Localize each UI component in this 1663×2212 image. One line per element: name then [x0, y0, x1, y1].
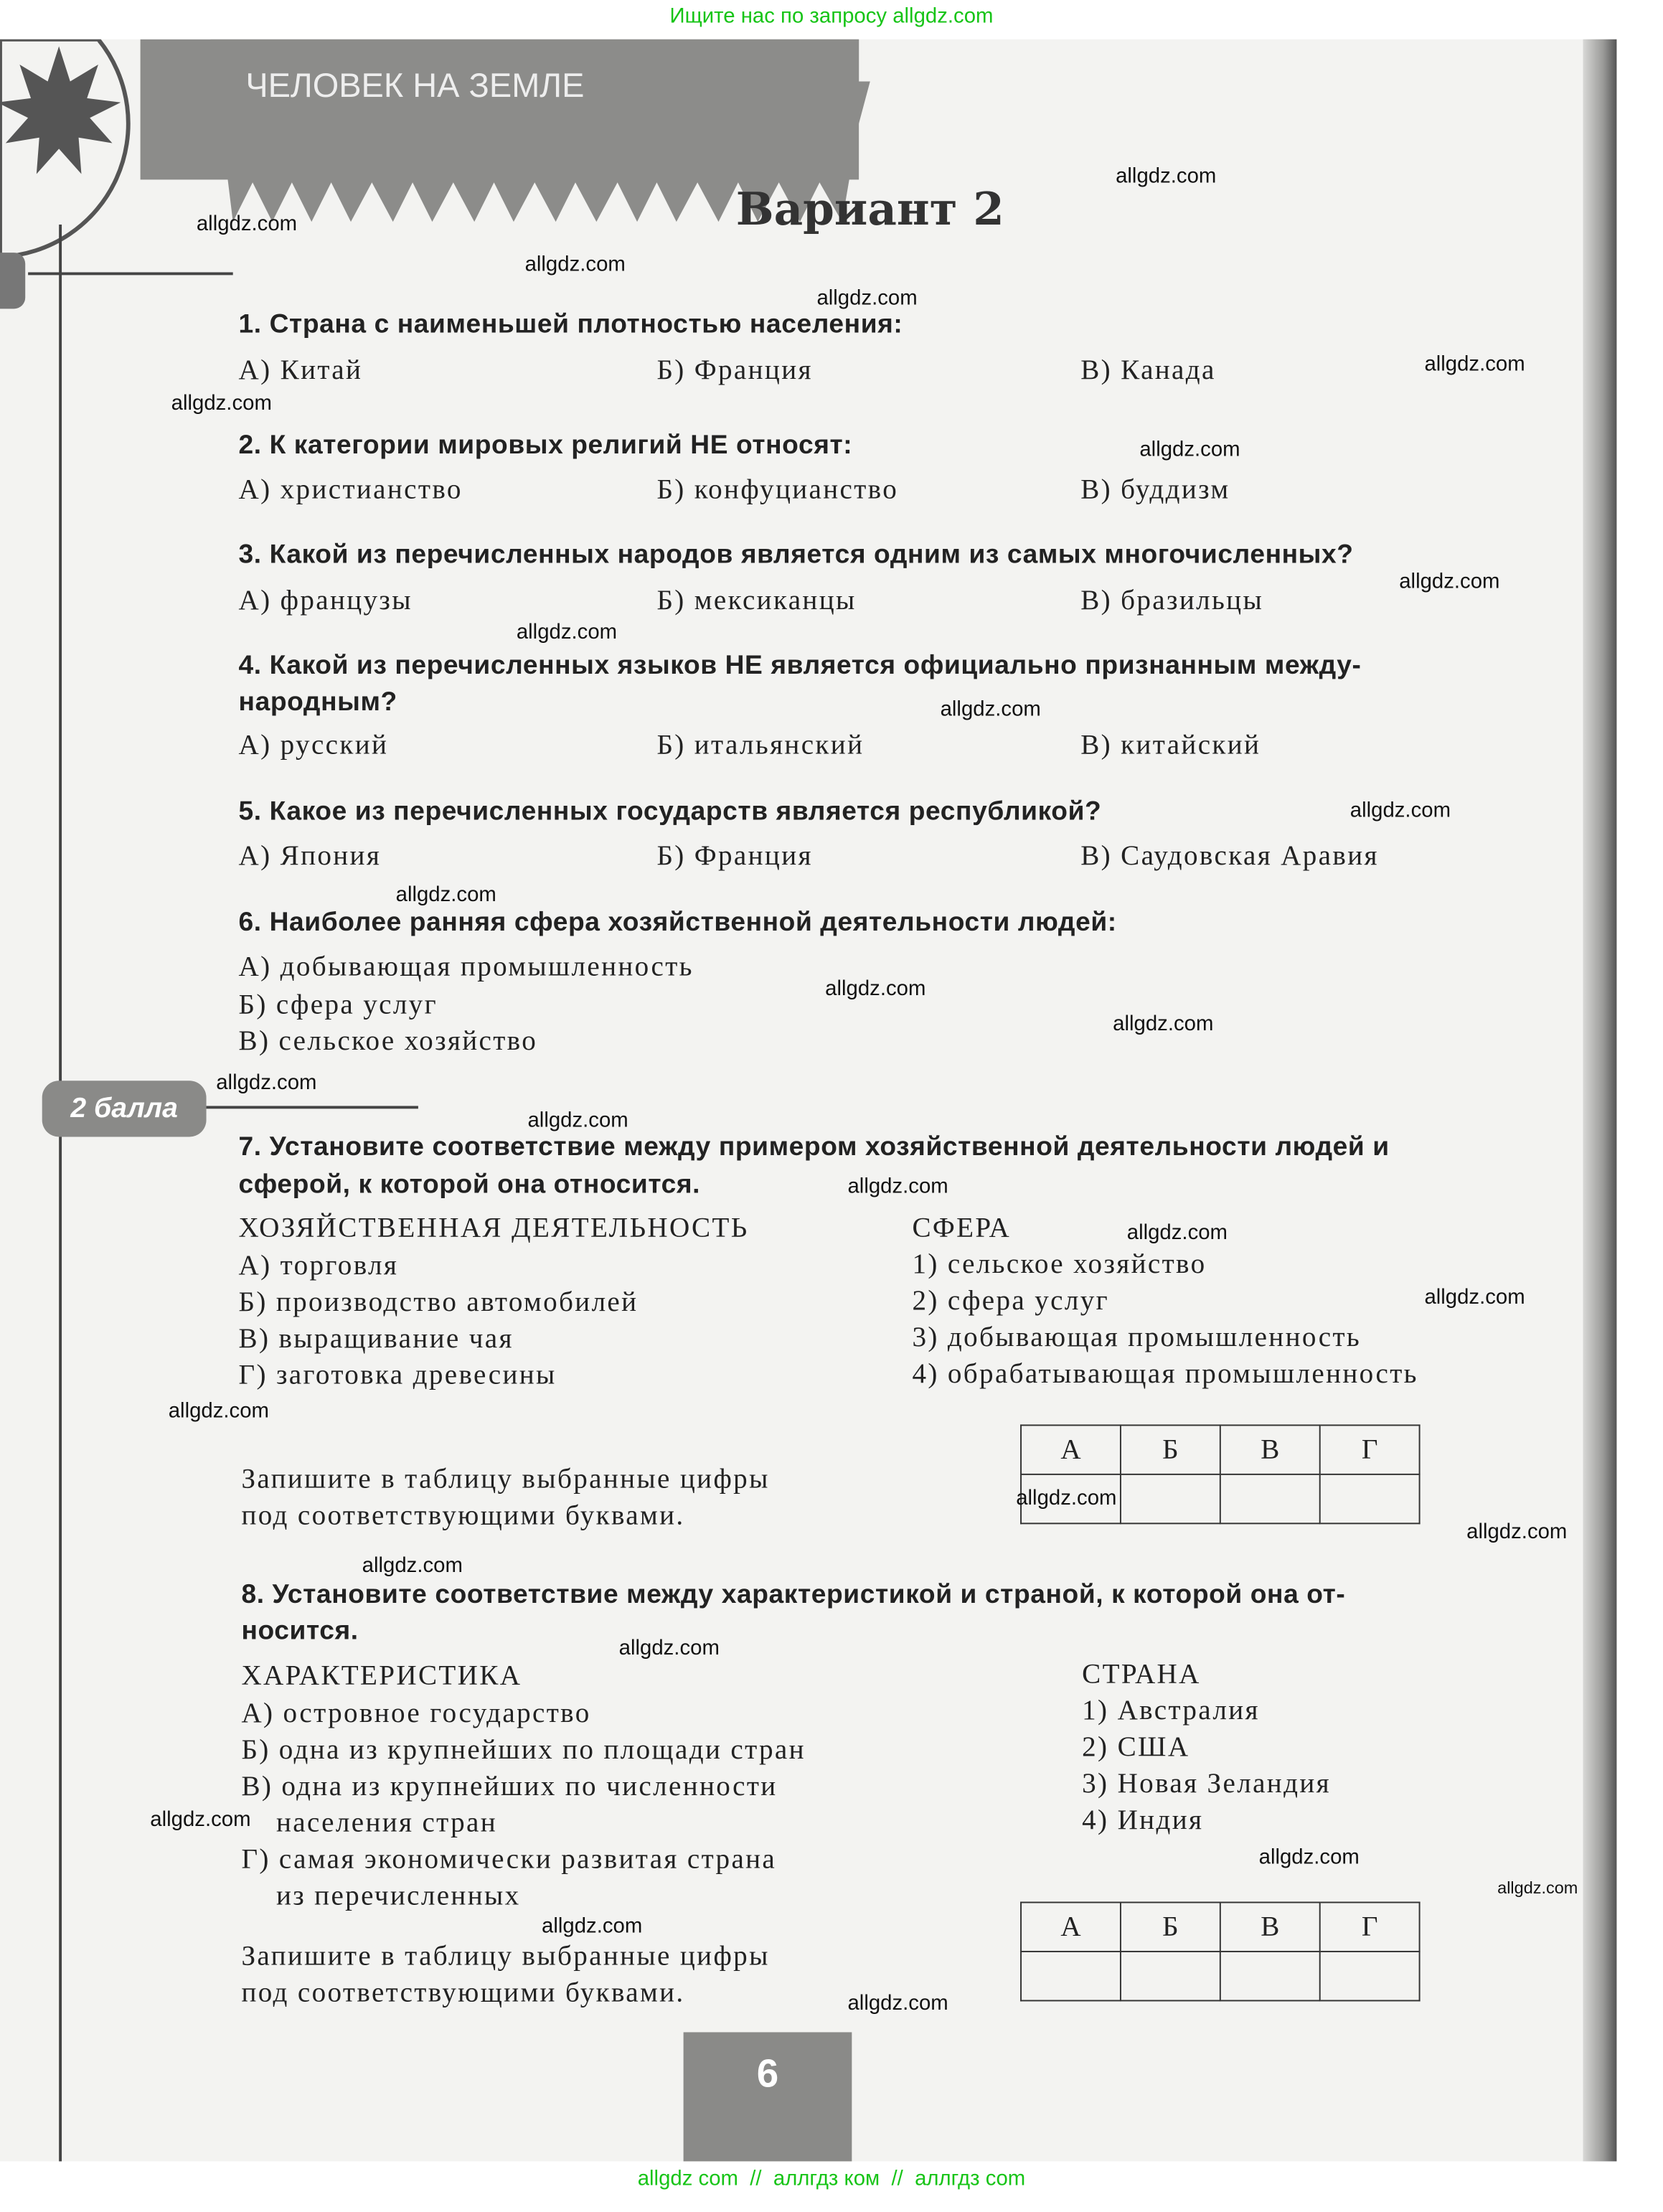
option: В) китайский — [1080, 730, 1261, 761]
item: 2) сфера услуг — [912, 1285, 1110, 1317]
question-5: 5. Какое из перечисленных государств является республикой? — [238, 797, 1102, 827]
table-header: В — [1220, 1902, 1320, 1951]
watermark: allgdz.com — [1349, 799, 1451, 823]
watermark: allgdz.com — [171, 391, 272, 416]
watermark: allgdz.com — [1424, 352, 1525, 377]
item: 1) сельское хозяйство — [912, 1248, 1207, 1280]
watermark: allgdz.com — [1424, 1285, 1525, 1310]
points-badge: 2 балла — [42, 1081, 207, 1136]
answer-cell[interactable] — [1320, 1952, 1420, 2000]
option: А) христианство — [238, 474, 463, 506]
watermark: allgdz.com — [847, 1991, 948, 2015]
option: В) Саудовская Аравия — [1080, 840, 1379, 872]
item: А) торговля — [238, 1250, 399, 1281]
question-7-cont: сферой, к которой она относится. — [238, 1170, 701, 1200]
watermark: allgdz.com — [150, 1807, 251, 1832]
watermark: allgdz.com — [940, 697, 1041, 722]
option: Б) мексиканцы — [656, 585, 857, 616]
item: Г) самая экономически развитая страна — [241, 1844, 777, 1876]
page-number: 6 — [684, 2032, 852, 2161]
answer-table-8 — [1020, 1902, 1420, 2002]
table-header: Г — [1320, 1902, 1420, 1951]
instruction: под соответствующими буквами. — [241, 1500, 685, 1532]
item: В) выращивание чая — [238, 1323, 514, 1355]
column-header: СТРАНА — [1082, 1659, 1201, 1690]
watermark: allgdz.com — [816, 286, 918, 311]
question-4: 4. Какой из перечисленных языков НЕ является официально признанным между- — [238, 651, 1362, 681]
variant-title: Вариант 2 — [735, 182, 1004, 236]
footer-links[interactable]: allgdz com // аллгдз ком // аллгдз com — [637, 2167, 1026, 2191]
option: А) французы — [238, 585, 413, 616]
option: В) бразильцы — [1080, 585, 1264, 616]
watermark: allgdz.com — [847, 1175, 948, 1199]
item: Б) одна из крупнейших по площади стран — [241, 1734, 806, 1766]
table-header: Б — [1121, 1425, 1220, 1474]
option: Б) Франция — [656, 840, 813, 872]
option: Б) итальянский — [656, 730, 865, 761]
item: 4) обрабатывающая промышленность — [912, 1358, 1418, 1390]
option: Б) Франция — [656, 354, 813, 386]
watermark: allgdz.com — [1126, 1220, 1228, 1246]
item: В) одна из крупнейших по численности — [241, 1771, 778, 1802]
option: В) буддизм — [1080, 474, 1230, 506]
watermark: allgdz.com — [1113, 1012, 1214, 1036]
item: 1) Австралия — [1082, 1695, 1260, 1727]
answer-cell[interactable] — [1021, 1952, 1121, 2000]
question-4-cont: народным? — [238, 687, 397, 717]
watermark: allgdz.com — [1139, 438, 1240, 462]
question-6: 6. Наиболее ранняя сфера хозяйственной деятельности людей: — [238, 908, 1117, 938]
answer-cell[interactable] — [1121, 1952, 1220, 2000]
option: Б) конфуцианство — [656, 474, 899, 506]
column-header: ХАРАКТЕРИСТИКА — [241, 1660, 522, 1692]
watermark: allgdz.com — [196, 212, 298, 236]
watermark: allgdz.com — [1016, 1486, 1117, 1510]
section-title: ЧЕЛОВЕК НА ЗЕМЛЕ — [245, 67, 585, 105]
watermark: allgdz.com — [395, 883, 496, 907]
option: А) русский — [238, 730, 389, 761]
watermark: allgdz.com — [168, 1399, 269, 1423]
watermark: allgdz.com — [516, 620, 618, 644]
column-header: СФЕРА — [912, 1213, 1012, 1244]
option: Б) сфера услуг — [238, 989, 438, 1021]
side-tab — [0, 253, 25, 309]
instruction: под соответствующими буквами. — [241, 1977, 685, 2009]
question-8: 8. Установите соответствие между характеристикой и страной, к которой она от- — [241, 1580, 1346, 1610]
watermark: allgdz.com — [825, 976, 926, 1001]
watermark: allgdz.com — [362, 1553, 463, 1578]
watermark: allgdz.com — [1497, 1878, 1578, 1898]
answer-cell[interactable] — [1121, 1474, 1220, 1523]
option: А) Китай — [238, 354, 363, 386]
option: А) добывающая промышленность — [238, 951, 694, 983]
question-2: 2. К категории мировых религий НЕ относят: — [238, 430, 853, 461]
watermark: allgdz.com — [542, 1914, 643, 1939]
question-1: 1. Страна с наименьшей плотностью населения: — [238, 310, 903, 340]
option: А) Япония — [238, 840, 382, 872]
watermark: allgdz.com — [524, 253, 626, 277]
item: А) островное государство — [241, 1698, 591, 1729]
divider — [207, 1106, 418, 1109]
table-header: В — [1220, 1425, 1320, 1474]
instruction: Запишите в таблицу выбранные цифры — [241, 1941, 770, 1972]
item: населения стран — [241, 1807, 498, 1839]
top-banner[interactable]: Ищите нас по запросу allgdz.com — [669, 4, 994, 29]
watermark: allgdz.com — [1116, 164, 1217, 189]
answer-cell[interactable] — [1220, 1474, 1320, 1523]
answer-cell[interactable] — [1320, 1474, 1420, 1523]
question-7: 7. Установите соответствие между примером хозяйственной деятельности людей и — [238, 1132, 1390, 1162]
item: 4) Индия — [1082, 1804, 1204, 1836]
column-header: ХОЗЯЙСТВЕННАЯ ДЕЯТЕЛЬНОСТЬ — [238, 1213, 749, 1244]
margin-line — [59, 225, 61, 2161]
watermark: allgdz.com — [1466, 1520, 1568, 1544]
watermark: allgdz.com — [618, 1636, 720, 1661]
watermark: allgdz.com — [1258, 1845, 1360, 1870]
question-3: 3. Какой из перечисленных народов является одним из самых многочисленных? — [238, 540, 1354, 570]
item: Г) заготовка древесины — [238, 1360, 557, 1391]
watermark: allgdz.com — [1399, 570, 1500, 594]
table-header: А — [1021, 1425, 1121, 1474]
item: 2) США — [1082, 1731, 1190, 1763]
option: В) сельское хозяйство — [238, 1025, 538, 1057]
table-header: Г — [1320, 1425, 1420, 1474]
option: В) Канада — [1080, 354, 1216, 386]
instruction: Запишите в таблицу выбранные цифры — [241, 1464, 770, 1495]
watermark: allgdz.com — [216, 1070, 317, 1095]
page-edge — [1583, 39, 1616, 2162]
item: из перечисленных — [241, 1881, 521, 1912]
answer-cell[interactable] — [1220, 1952, 1320, 2000]
divider — [28, 272, 233, 275]
item: 3) Новая Зеландия — [1082, 1768, 1331, 1799]
item: 3) добывающая промышленность — [912, 1322, 1362, 1353]
watermark: allgdz.com — [527, 1109, 628, 1133]
table-header: А — [1021, 1902, 1121, 1951]
question-8-cont: носится. — [241, 1616, 359, 1647]
item: Б) производство автомобилей — [238, 1286, 639, 1318]
table-header: Б — [1121, 1902, 1220, 1951]
